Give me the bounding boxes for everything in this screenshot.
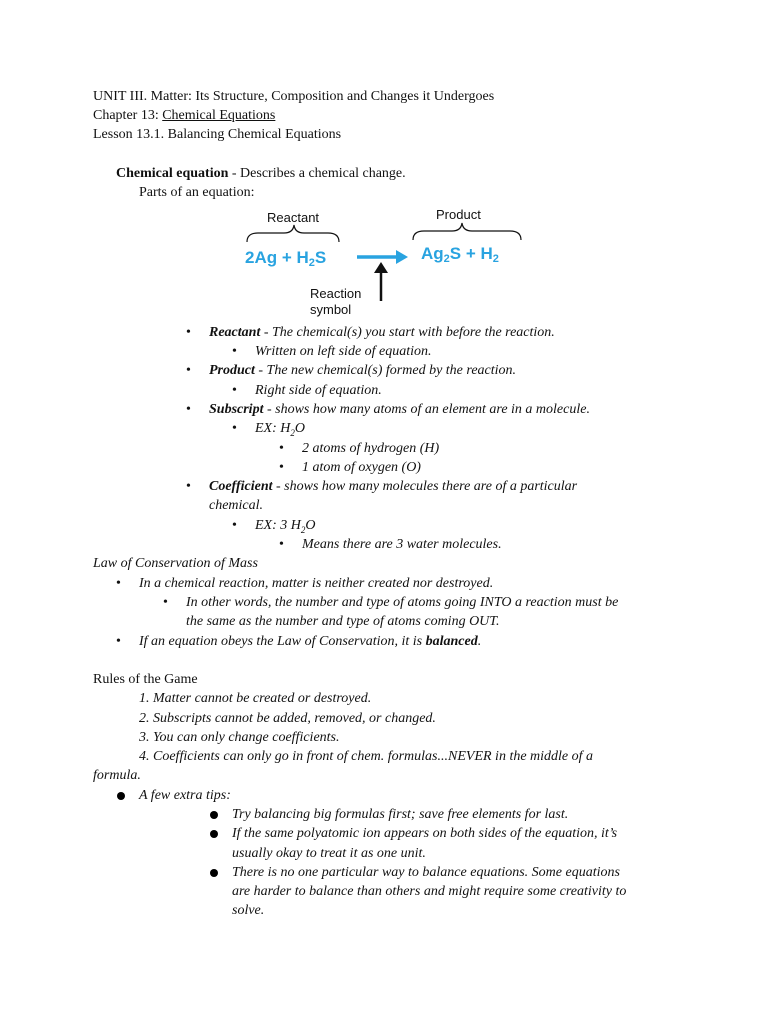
product-text: - The new chemical(s) formed by the reaction. <box>254 363 517 378</box>
law-point-2-bold: balanced <box>425 634 478 649</box>
example-part: O <box>305 518 316 533</box>
example-part: O <box>294 421 306 436</box>
product-formula-part: Ag <box>421 244 444 263</box>
definition-term: Chemical equation <box>116 166 229 181</box>
rules-heading: Rules of the Game <box>93 672 198 687</box>
bullet-dot <box>210 830 218 838</box>
product-subscript: 2 <box>492 253 499 265</box>
reaction-symbol-label-1: Reaction <box>310 286 362 301</box>
reactant-formula <box>245 248 326 269</box>
reactant-formula-part: 2Ag + H <box>245 248 309 267</box>
law-point-2-end: . <box>477 634 482 649</box>
example-part: EX: 3 H <box>255 518 301 533</box>
definition-text: - Describes a chemical change. <box>228 166 406 181</box>
law-point-1: In a chemical reaction, matter is neither created nor destroyed. <box>139 576 494 591</box>
product-formula <box>421 244 499 265</box>
rule-4-line1: 4. Coefficients can only go in front of chem. formulas...NEVER in the middle of a <box>139 749 594 764</box>
reactant-definition <box>209 324 555 342</box>
product-formula-part: S + H <box>449 244 493 263</box>
definition-line <box>116 165 406 183</box>
lesson-title: Lesson 13.1. Balancing Chemical Equations <box>93 127 342 142</box>
unit-title: UNIT III. Matter: Its Structure, Composition and Changes it Undergoes <box>93 89 495 104</box>
product-subscript: 2 <box>443 253 450 265</box>
rule-4-line2: formula. <box>93 768 141 783</box>
bullet: • <box>232 518 237 533</box>
bullet: • <box>232 421 237 436</box>
bullet: • <box>232 383 237 398</box>
reactant-text: - The chemical(s) you start with before the reaction. <box>260 325 555 340</box>
chapter-title: Chemical Equations <box>162 108 276 123</box>
example-subscript: 2 <box>300 524 306 535</box>
reactant-label: Reactant <box>267 210 320 225</box>
law-point-2-text: If an equation obeys the Law of Conservation, it is <box>139 634 426 649</box>
bullet-dot <box>210 811 218 819</box>
law-heading: Law of Conservation of Mass <box>93 556 258 571</box>
pointer-arrow-head <box>374 262 388 273</box>
bullet-dot <box>117 792 125 800</box>
bullet: • <box>186 325 191 340</box>
product-label: Product <box>436 207 481 222</box>
subscript-example-1: 2 atoms of hydrogen (H) <box>302 441 440 456</box>
tip-3-line1: There is no one particular way to balance equations. Some equations <box>232 865 620 880</box>
bullet: • <box>279 460 284 475</box>
coefficient-definition <box>209 478 577 496</box>
bullet: • <box>116 576 121 591</box>
tips-heading: A few extra tips: <box>139 788 231 803</box>
example-subscript: 2 <box>290 427 295 438</box>
reactant-sub: Written on left side of equation. <box>255 344 432 359</box>
coefficient-text-2: chemical. <box>209 498 264 513</box>
reactant-subscript: 2 <box>308 257 315 269</box>
law-point-1a-line2: the same as the number and type of atoms coming OUT. <box>186 614 500 629</box>
coefficient-text: - shows how many molecules there are of a particular <box>272 479 578 494</box>
product-term: Product <box>209 363 255 378</box>
subscript-definition <box>209 401 590 419</box>
bullet: • <box>232 344 237 359</box>
rule-1: 1. Matter cannot be created or destroyed. <box>139 691 372 706</box>
bullet: • <box>186 479 191 494</box>
tip-1: Try balancing big formulas first; save free elements for last. <box>232 807 569 822</box>
reactant-brace <box>247 225 339 242</box>
bullet: • <box>186 402 191 417</box>
reactant-formula-part: S <box>314 248 327 267</box>
tip-2-line2: usually okay to treat it as one unit. <box>232 846 426 861</box>
product-definition <box>209 362 516 380</box>
subscript-example <box>255 420 305 442</box>
tip-2-line1: If the same polyatomic ion appears on both sides of the equation, it’s <box>232 826 618 841</box>
law-point-2 <box>139 633 481 651</box>
subscript-example-2: 1 atom of oxygen (O) <box>302 460 421 475</box>
product-sub: Right side of equation. <box>255 383 382 398</box>
coefficient-term: Coefficient <box>209 479 273 494</box>
reaction-arrow-head <box>396 250 408 264</box>
bullet-dot <box>210 869 218 877</box>
coefficient-example-1: Means there are 3 water molecules. <box>302 537 502 552</box>
subscript-text: - shows how many atoms of an element are in a molecule. <box>263 402 590 417</box>
parts-heading: Parts of an equation: <box>139 185 255 200</box>
example-part: EX: H <box>255 421 291 436</box>
bullet: • <box>163 595 168 610</box>
bullet: • <box>279 537 284 552</box>
reactant-term: Reactant <box>209 325 261 340</box>
reaction-symbol-label-2: symbol <box>310 302 352 317</box>
rule-2: 2. Subscripts cannot be added, removed, or changed. <box>139 711 436 726</box>
chapter-line <box>93 107 275 125</box>
rule-3: 3. You can only change coefficients. <box>139 730 340 745</box>
tip-3-line3: solve. <box>232 903 265 918</box>
subscript-term: Subscript <box>209 402 264 417</box>
chapter-prefix: Chapter 13: <box>93 108 163 123</box>
bullet: • <box>279 441 284 456</box>
tip-3-line2: are harder to balance than others and might require some creativity to <box>232 884 627 899</box>
bullet: • <box>186 363 191 378</box>
bullet: • <box>116 634 121 649</box>
law-point-1a-line1: In other words, the number and type of atoms going INTO a reaction must be <box>186 595 619 610</box>
product-brace <box>413 223 521 240</box>
